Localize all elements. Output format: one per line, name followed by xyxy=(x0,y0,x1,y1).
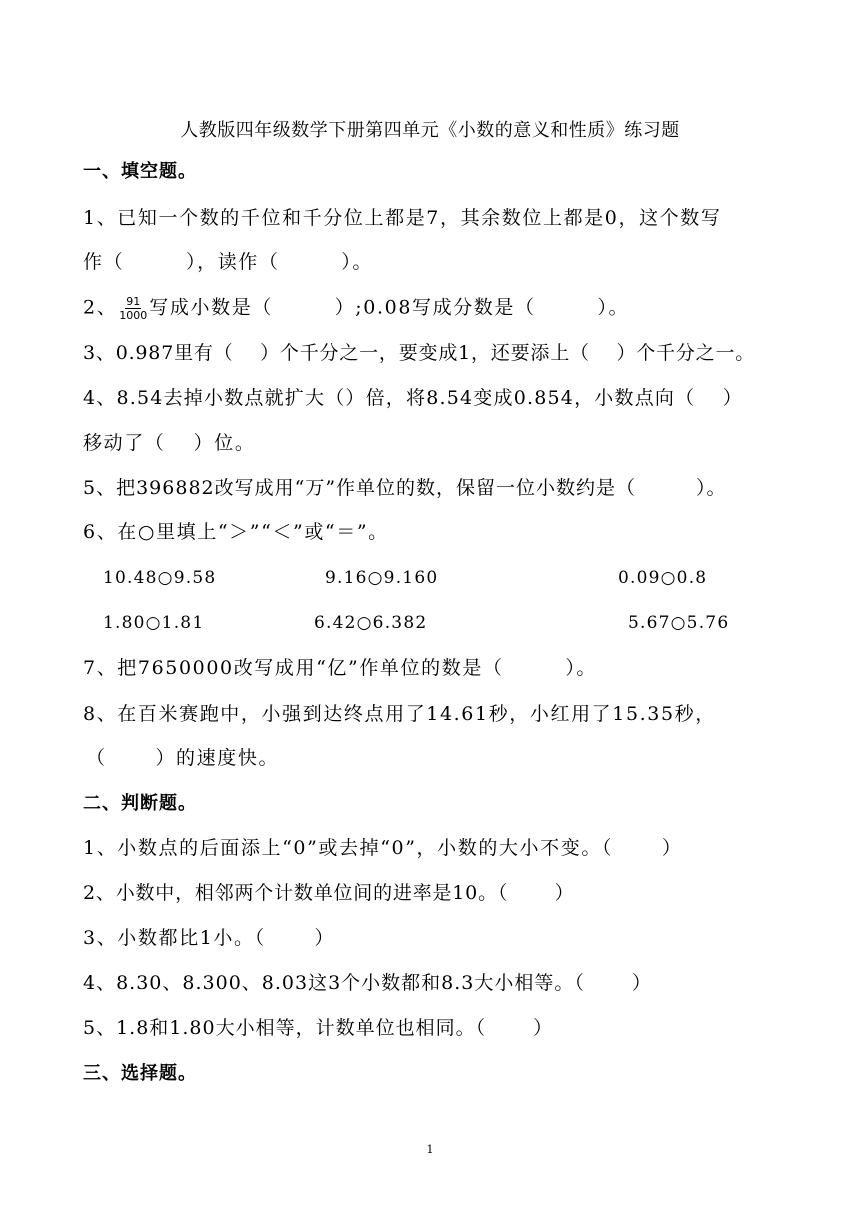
fill-q4-line1: 4、8.54去掉小数点就扩大（）倍，将8.54变成0.854，小数点向（ ） xyxy=(83,387,743,409)
fill-q4-line2: 移动了（ ）位。 xyxy=(83,432,256,454)
judge-q1: 1、小数点的后面添上“0”或去掉“0”，小数的大小不变。（ ） xyxy=(83,837,683,859)
page-title: 人教版四年级数学下册第四单元《小数的意义和性质》练习题 xyxy=(180,120,680,141)
fill-q1-line1: 1、已知一个数的千位和千分位上都是7，其余数位上都是0，这个数写 xyxy=(83,207,722,229)
compare-item: 10.48○9.58 xyxy=(103,568,217,588)
fill-q2-rest: 写成小数是（ ）;0.08写成分数是（ ）。 xyxy=(149,296,630,319)
fill-q8-line2: （ ）的速度快。 xyxy=(86,747,280,769)
fill-q8-line1: 8、在百米赛跑中，小强到达终点用了14.61秒，小红用了15.35秒， xyxy=(83,703,716,725)
fraction-denominator: 1000 xyxy=(119,309,148,322)
fill-q2 xyxy=(83,295,629,322)
fill-q6: 6、在○里填上“＞”“＜”或“＝”。 xyxy=(83,521,389,543)
judge-q3: 3、小数都比1小。（ ） xyxy=(83,927,336,949)
fill-q2-prefix: 2、 xyxy=(83,296,118,319)
section-heading-fill: 一、填空题。 xyxy=(83,161,197,182)
judge-q4: 4、8.30、8.300、8.03这3个小数都和8.3大小相等。（ ） xyxy=(83,972,652,994)
fill-q7: 7、把7650000改写成用“亿”作单位的数是（ ）。 xyxy=(83,657,598,679)
fill-q3: 3、0.987里有（ ）个千分之一，要变成1，还要添上（ ）个千分之一。 xyxy=(83,342,756,364)
compare-item: 1.80○1.81 xyxy=(103,613,205,633)
fill-q5: 5、把396882改写成用“万”作单位的数，保留一位小数约是（ ）。 xyxy=(83,477,727,499)
fraction xyxy=(119,295,147,322)
compare-item: 9.16○9.160 xyxy=(325,568,439,588)
section-heading-judge: 二、判断题。 xyxy=(83,793,197,814)
fraction-numerator: 91 xyxy=(126,295,141,308)
page-number: 1 xyxy=(426,1143,434,1156)
section-heading-choice: 三、选择题。 xyxy=(83,1063,197,1084)
judge-q5: 5、1.8和1.80大小相等，计数单位也相同。（ ） xyxy=(83,1017,554,1039)
judge-q2: 2、小数中，相邻两个计数单位间的进率是10。（ ） xyxy=(83,882,575,904)
compare-item: 0.09○0.8 xyxy=(618,568,708,588)
compare-item: 5.67○5.76 xyxy=(628,613,730,633)
fill-q1-line2: 作（ ），读作（ ）。 xyxy=(83,251,374,273)
compare-item: 6.42○6.382 xyxy=(314,613,428,633)
